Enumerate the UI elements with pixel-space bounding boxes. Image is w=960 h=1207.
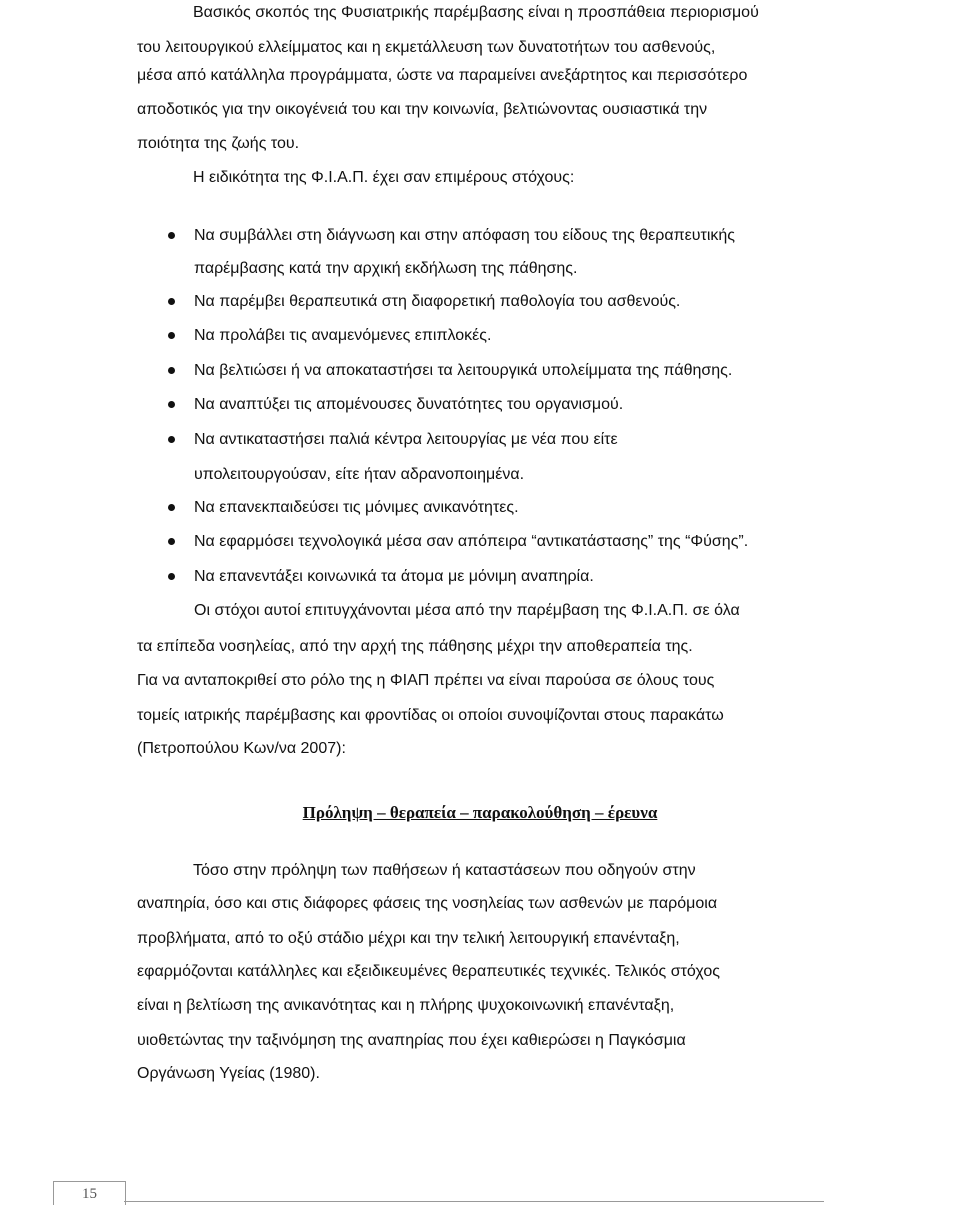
intro-line: Βασικός σκοπός της Φυσιατρικής παρέμβασης είναι η προσπάθεια περιορισμού: [193, 4, 759, 21]
intro-line: μέσα από κατάλληλα προγράμματα, ώστε να παραμείνει ανεξάρτητος και περισσότερο: [137, 67, 748, 84]
goal-line: Να επανεκπαιδεύσει τις μόνιμες ανικανότητες.: [194, 499, 519, 516]
goal-line-text: Να αντικαταστήσει παλιά κέντρα λειτουργίας με νέα που είτε: [194, 431, 618, 448]
body-line: είναι η βελτίωση της ανικανότητας και η πλήρης ψυχοκοινωνική επανένταξη,: [137, 997, 675, 1014]
body-line: εφαρμόζονται κατάλληλες και εξειδικευμένες θεραπευτικές τεχνικές. Τελικός στόχος: [137, 963, 720, 980]
goal-line: Να προλάβει τις αναμενόμενες επιπλοκές.: [194, 327, 492, 344]
intro-line: του λειτουργικού ελλείμματος και η εκμετάλλευση των δυνατοτήτων του ασθενούς,: [137, 39, 716, 56]
goal-line: Να επανεντάξει κοινωνικά τα άτομα με μόνιμη αναπηρία.: [194, 568, 594, 585]
body-line: υιοθετώντας την ταξινόμηση της αναπηρίας που έχει καθιερώσει η Παγκόσμια: [137, 1032, 686, 1049]
intro-line: αποδοτικός για την οικογένειά του και την κοινωνία, βελτιώνοντας ουσιαστικά την: [137, 101, 708, 118]
intro-line: ποιότητα της ζωής του.: [137, 135, 300, 152]
summary-line: τα επίπεδα νοσηλείας, από την αρχή της πάθησης μέχρι την αποθεραπεία της.: [137, 638, 693, 655]
goal-line: Να παρέμβει θεραπευτικά στη διαφορετική παθολογία του ασθενούς.: [194, 293, 681, 310]
section-heading: Πρόληψη – θεραπεία – παρακολούθηση – έρευνα: [302, 803, 658, 822]
body-line: προβλήματα, από το οξύ στάδιο μέχρι και την τελική λειτουργική επανένταξη,: [137, 930, 680, 947]
goal-line: Να συμβάλλει στη διάγνωση και στην απόφαση του είδους της θεραπευτικής: [194, 227, 736, 244]
goals-intro: Η ειδικότητα της Φ.Ι.Α.Π. έχει σαν επιμέρους στόχους:: [193, 169, 575, 186]
goal-line: υπολειτουργούσαν, είτε ήταν αδρανοποιημένα.: [194, 466, 525, 483]
summary-line: (Πετροπούλου Κων/να 2007):: [137, 740, 346, 757]
body-line: Τόσο στην πρόληψη των παθήσεων ή καταστάσεων που οδηγούν στην: [193, 862, 696, 879]
summary-line: τομείς ιατρικής παρέμβασης και φροντίδας οι οποίοι συνοψίζονται στους παρακάτω: [137, 707, 724, 724]
summary-line: Οι στόχοι αυτοί επιτυγχάνονται μέσα από την παρέμβαση της Φ.Ι.Α.Π. σε όλα: [194, 602, 740, 619]
footer-divider: [124, 1201, 824, 1202]
goal-line: Να βελτιώσει ή να αποκαταστήσει τα λειτουργικά υπολείμματα της πάθησης.: [194, 362, 733, 379]
body-line: αναπηρία, όσο και στις διάφορες φάσεις της νοσηλείας των ασθενών με παρόμοια: [137, 895, 718, 912]
body-line: Οργάνωση Υγείας (1980).: [137, 1065, 320, 1082]
summary-line: Για να ανταποκριθεί στο ρόλο της η ΦΙΑΠ πρέπει να είναι παρούσα σε όλους τους: [137, 672, 715, 689]
page-number: 15: [53, 1181, 126, 1205]
goal-line: Να αναπτύξει τις απομένουσες δυνατότητες του οργανισμού.: [194, 396, 624, 413]
goal-line: Να εφαρμόσει τεχνολογικά μέσα σαν απόπειρα “αντικατάστασης” της “Φύσης”.: [194, 533, 749, 550]
goal-line: παρέμβασης κατά την αρχική εκδήλωση της πάθησης.: [194, 260, 578, 277]
